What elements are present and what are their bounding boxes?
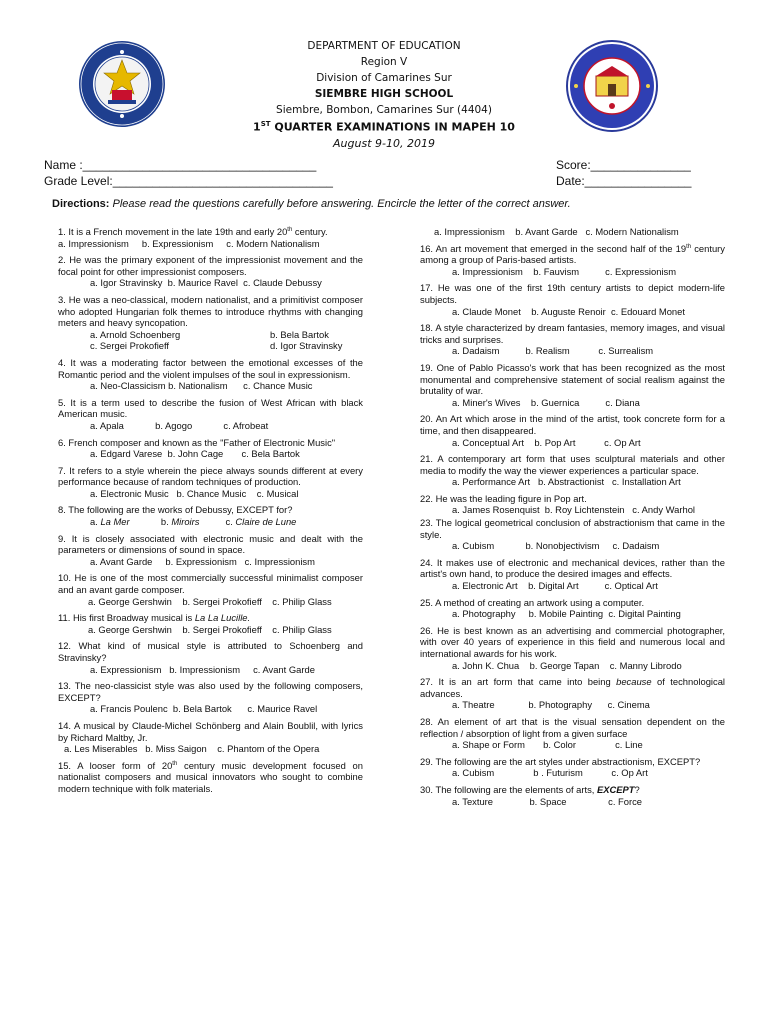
question-28: 28. An element of art that is the visual sensation dependent on the reflection / absorption of light from a given surface a. Shape or Form b. Color c. Line (420, 715, 725, 751)
department-name: DEPARTMENT OF EDUCATION (307, 40, 461, 52)
options-30[interactable]: a. Texture b. Space c. Force (452, 795, 643, 807)
region-name: Region V (360, 56, 408, 68)
options-24[interactable]: a. Electronic Art b. Digital Art c. Optical Art (452, 580, 658, 592)
directions-label: Directions: (52, 198, 110, 210)
options-4[interactable]: a. Neo-Classicism b. Nationalism c. Chance Music (90, 380, 313, 392)
question-16: 16. An art movement that emerged in the second half of the 19th century among a group of Paris-based artists. a. Impressionism b. Fauvism c. Expressionism (420, 242, 725, 277)
options-3[interactable]: a. Arnold Schoenberg b. Bela Bartok c. Sergei Prokofieff d. Igor Stravinsky (90, 328, 343, 352)
options-10[interactable]: a. George Gershwin b. Sergei Prokofieff c. Philip Glass (88, 595, 332, 607)
question-17: 17. He was one of the first 19th century artists to depict modern-life subjects. a. Claude Monet b. Auguste Renoir c. Edouard Monet (420, 282, 725, 317)
question-29: 29. The following are the art styles under abstractionism, EXCEPT? a. Cubism b . Futurism c. Op Art (420, 756, 725, 779)
options-11[interactable]: a. George Gershwin b. Sergei Prokofieff c. Philip Glass (88, 623, 332, 635)
directions-text: Please read the questions carefully before answering. Encircle the letter of the correct answer. (109, 198, 571, 210)
question-21: 21. A contemporary art form that uses sculptural materials and other media to modify the way the viewer experiences a particular space. a. Performance Art b. Abstractionist c. Installation Art (420, 453, 725, 488)
options-8[interactable]: a. La Mer b. Miroirs c. Claire de Lune (90, 516, 297, 528)
question-15: 15. A looser form of 20th century music development focused on nationalist composers and musical innovators who sought to combine modern technique with folk materials. (58, 759, 363, 794)
options-16[interactable]: a. Impressionism b. Fauvism c. Expressionism (452, 265, 677, 277)
question-22: 22. He was the leading figure in Pop art. a. James Rosenquist b. Roy Lichtenstein c. Andy Warhol (420, 493, 725, 516)
options-15[interactable]: a. Impressionism b. Avant Garde c. Modern Nationalism (434, 226, 679, 237)
options-21[interactable]: a. Performance Art b. Abstractionist c. Installation Art (452, 476, 681, 488)
question-5: 5. It is a term used to describe the fusion of West African with black American music. a. Apala b. Agogo c. Afrobeat (58, 396, 363, 431)
options-22[interactable]: a. James Rosenquist b. Roy Lichtenstein c. Andy Warhol (452, 504, 695, 516)
question-9: 9. It is closely associated with electronic music and dealt with the parameters or dimensions of sound in space. a. Avant Garde b. Expressionism c. Impressionism (58, 532, 363, 567)
options-13[interactable]: a. Francis Poulenc b. Bela Bartok c. Maurice Ravel (90, 703, 318, 715)
options-17[interactable]: a. Claude Monet b. Auguste Renoir c. Edouard Monet (452, 305, 685, 317)
date-field[interactable]: Date:________________ (556, 174, 692, 188)
options-27[interactable]: a. Theatre b. Photography c. Cinema (452, 699, 650, 711)
options-9[interactable]: a. Avant Garde b. Expressionism c. Impressionism (90, 555, 315, 567)
directions (52, 198, 571, 210)
options-12[interactable]: a. Expressionism b. Impressionism c. Avant Garde (90, 663, 315, 675)
question-18: 18. A style characterized by dream fantasies, memory images, and visual tricks and surprises. a. Dadaism b. Realism c. Surrealism (420, 322, 725, 357)
options-6[interactable]: a. Edgard Varese b. John Cage c. Bela Bartok (90, 448, 300, 460)
options-18[interactable]: a. Dadaism b. Realism c. Surrealism (452, 345, 654, 357)
question-15-options (420, 226, 725, 238)
question-23: 23. The logical geometrical conclusion of abstractionism that came in the style. a. Cubism b. Nonobjectivism c. Dadaism (420, 517, 725, 552)
question-7: 7. It refers to a style wherein the piece always sounds different at every performance because of random techniques of production. a. Electronic Music b. Chance Music c. Musical (58, 464, 363, 499)
question-12: 12. What kind of musical style is attributed to Schoenberg and Stravinsky? a. Expressionism b. Impressionism c. Avant Garde (58, 640, 363, 675)
question-1: 1. It is a French movement in the late 19th and early 20th century. a. Impressionism b. Expressionism c. Modern Nationalism (58, 226, 363, 249)
question-6: 6. French composer and known as the "Father of Electronic Music" a. Edgard Varese b. John Cage c. Bela Bartok (58, 437, 363, 460)
question-11: 11. His first Broadway musical is La La Lucille. a. George Gershwin b. Sergei Prokofieff c. Philip Glass (58, 612, 363, 635)
question-13: 13. The neo-classicist style was also used by the following composers, EXCEPT? a. Francis Poulenc b. Bela Bartok c. Maurice Ravel (58, 680, 363, 715)
division-name: Division of Camarines Sur (316, 72, 452, 84)
options-14[interactable]: a. Les Miserables b. Miss Saigon c. Phantom of the Opera (64, 743, 320, 755)
left-column (58, 226, 363, 800)
options-25[interactable]: a. Photography b. Mobile Painting c. Digital Painting (452, 608, 681, 620)
options-1[interactable]: a. Impressionism b. Expressionism c. Modern Nationalism (58, 237, 320, 249)
grade-level-field[interactable]: Grade Level:_________________________________ (44, 174, 333, 188)
options-28[interactable]: a. Shape or Form b. Color c. Line (452, 739, 643, 751)
school-name: SIEMBRE HIGH SCHOOL (314, 88, 454, 100)
name-field[interactable]: Name :___________________________________ (44, 158, 317, 172)
options-23[interactable]: a. Cubism b. Nonobjectivism c. Dadaism (452, 540, 660, 552)
options-26[interactable]: a. John K. Chua b. George Tapan c. Manny Librodo (452, 659, 682, 671)
question-24: 24. It makes use of electronic and mechanical devices, rather than the artist's own hand, to produce the desired images and effects. a. Electronic Art b. Digital Art c. Optical Art (420, 556, 725, 592)
question-4: 4. It was a moderating factor between the emotional excesses of the Romantic period and the violent impulses of the soul in expressionism. a. Neo-Classicism b. Nationalism c. Chance Music (58, 356, 363, 392)
question-8: 8. The following are the works of Debussy, EXCEPT for? a. La Mer b. Miroirs c. Claire de Lune (58, 504, 363, 527)
exam-title: 1ST QUARTER EXAMINATIONS IN MAPEH 10 (253, 120, 515, 134)
right-column (420, 226, 725, 812)
question-19: 19. One of Pablo Picasso's work that has been recognized as the most monumental and comprehensive statement of social realism against the brutality of war. a. Miner's Wives b. Guernica c. Diana (420, 361, 725, 408)
options-7[interactable]: a. Electronic Music b. Chance Music c. Musical (90, 487, 299, 499)
question-27: 27. It is an art form that came into being because of technological advances. a. Theatre b. Photography c. Cinema (420, 676, 725, 711)
options-2[interactable]: a. Igor Stravinsky b. Maurice Ravel c. Claude Debussy (90, 277, 322, 289)
question-14: 14. A musical by Claude-Michel Schönberg and Alain Boublil, with lyrics by Richard Maltby, Jr. a. Les Miserables b. Miss Saigon c. Phantom of the Opera (58, 719, 363, 755)
question-30: 30. The following are the elements of arts, EXCEPT? a. Texture b. Space c. Force (420, 784, 725, 807)
exam-date: August 9-10, 2019 (333, 137, 435, 150)
school-header (0, 38, 768, 118)
question-26: 26. He is best known as an advertising and commercial photographer, with over 40 years of experience in this field and numerous local and international awards for his work. a. John K. Chua b. George Tapan c. Manny Librodo (420, 624, 725, 671)
school-address: Siembre, Bombon, Camarines Sur (4404) (276, 104, 492, 116)
question-2: 2. He was the primary exponent of the impressionist movement and the focal point for other impressionist composers. a. Igor Stravinsky b. Maurice Ravel c. Claude Debussy (58, 254, 363, 289)
options-5[interactable]: a. Apala b. Agogo c. Afrobeat (90, 419, 269, 431)
question-25: 25. A method of creating an artwork using a computer. a. Photography b. Mobile Painting c. Digital Painting (420, 597, 725, 620)
question-20: 20. An Art which arose in the mind of the artist, took concrete form for a time, and then disappeared. a. Conceptual Art b. Pop Art c. Op Art (420, 413, 725, 448)
score-field[interactable]: Score:_______________ (556, 158, 691, 172)
question-10: 10. He is one of the most commercially successful minimalist composer and an avant garde composer. a. George Gershwin b. Sergei Prokofieff c. Philip Glass (58, 572, 363, 607)
options-19[interactable]: a. Miner's Wives b. Guernica c. Diana (452, 396, 640, 408)
options-29[interactable]: a. Cubism b . Futurism c. Op Art (452, 767, 648, 779)
question-3: 3. He was a neo-classical, modern nationalist, and a primitivist composer who adopted Hungarian folk themes to introduce rhythms with changing meters and heavy syncopation. a. Arnold Schoenberg b. Bela Bartok c. Sergei Prokofieff d. Igor Stravinsky (58, 293, 363, 352)
options-20[interactable]: a. Conceptual Art b. Pop Art c. Op Art (452, 436, 641, 448)
